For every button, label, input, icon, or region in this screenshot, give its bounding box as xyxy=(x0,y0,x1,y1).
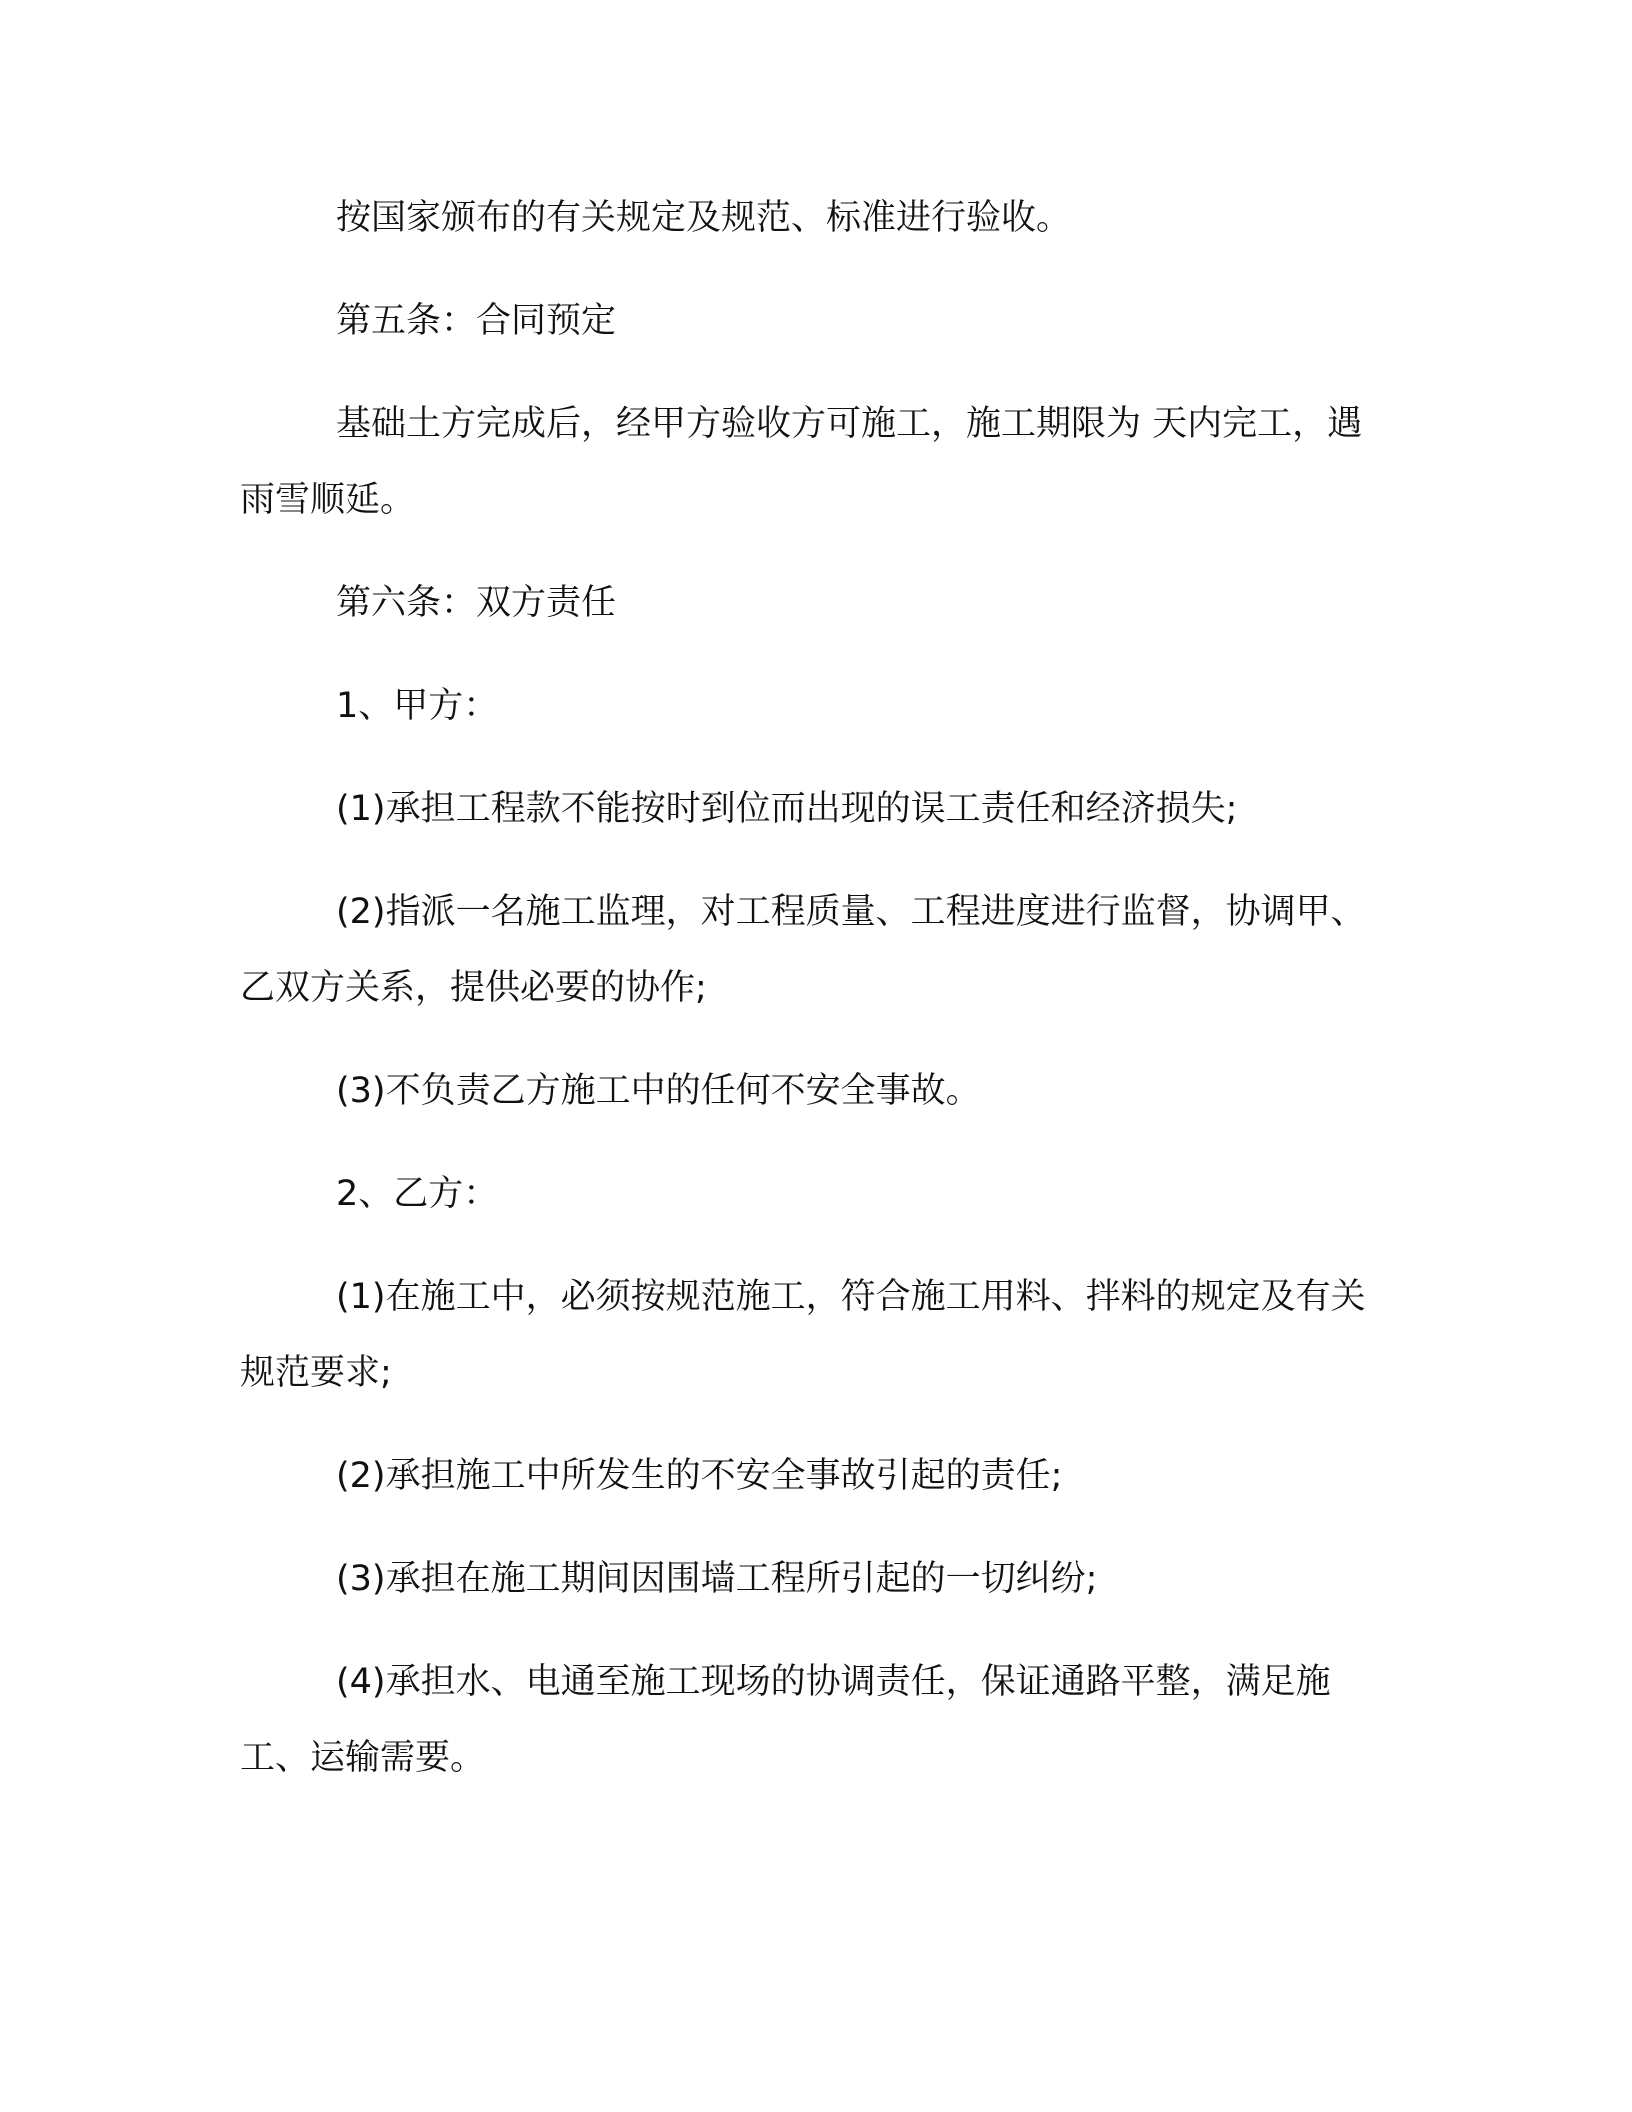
subheading-party-b: 2、乙方： xyxy=(336,1174,499,1214)
heading-article-5: 第五条：合同预定 xyxy=(336,301,617,341)
party-b-item-3: (3)承担在施工期间因围墙工程所引起的一切纠纷; xyxy=(336,1559,1098,1599)
party-a-item-1: (1)承担工程款不能按时到位而出现的误工责任和经济损失; xyxy=(336,789,1238,829)
subheading-party-a: 1、甲方： xyxy=(336,686,499,726)
party-a-item-2: (2)指派一名施工监理，对工程质量、工程进度进行监督，协调甲、乙双方关系，提供必要的协作; xyxy=(240,892,1366,1008)
party-a-item-3: (3)不负责乙方施工中的任何不安全事故。 xyxy=(336,1071,981,1111)
paragraph-acceptance: 按国家颁布的有关规定及规范、标准进行验收。 xyxy=(336,198,1072,238)
party-b-item-1: (1)在施工中，必须按规范施工，符合施工用料、拌料的规定及有关规范要求; xyxy=(240,1277,1366,1393)
party-b-item-2: (2)承担施工中所发生的不安全事故引起的责任; xyxy=(336,1456,1063,1496)
heading-article-6: 第六条：双方责任 xyxy=(336,583,617,623)
party-b-item-4: (4)承担水、电通至施工现场的协调责任，保证通路平整，满足施工、运输需要。 xyxy=(240,1662,1331,1778)
paragraph-construction-period: 基础土方完成后，经甲方验收方可施工，施工期限为 天内完工，遇雨雪顺延。 xyxy=(240,404,1363,520)
